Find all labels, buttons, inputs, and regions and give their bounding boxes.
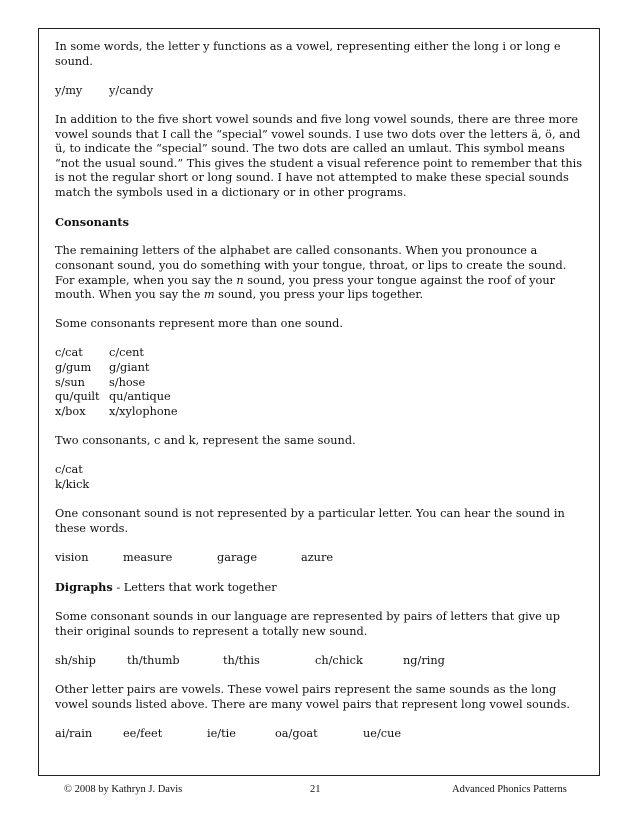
- example-word: measure: [123, 550, 173, 564]
- example-word: ch/chick: [315, 653, 363, 667]
- paragraph-y-vowel: In some words, the letter y functions as a vowel, representing either the long i or long e sound.: [55, 40, 561, 68]
- footer-book-title: Advanced Phonics Patterns: [452, 784, 567, 795]
- example-word: sh/ship: [55, 653, 96, 667]
- paragraph-consonants: The remaining letters of the alphabet are called consonants. When you pronounce a consonant sound, you do something with your tongue, throat, or lips to create the sound. For example, when you say the n sound, you press your tongue against the roof of your mouth. When you say the m sound, you press your lips together.: [55, 244, 567, 302]
- list-item: s/sun s/hose: [55, 375, 146, 389]
- example-word: ue/cue: [363, 726, 402, 740]
- list-item: g/gum g/giant: [55, 361, 150, 375]
- footer-copyright: © 2008 by Kathryn J. Davis: [64, 784, 183, 795]
- example-word: th/this: [223, 653, 260, 667]
- section-heading-digraphs: Digraphs - Letters that work together: [55, 579, 277, 594]
- digraph-examples-row: [55, 654, 587, 669]
- paragraph-vowel-pairs: Other letter pairs are vowels. These vowel pairs represent the same sounds as the long vowel sounds listed above. There are many vowel pairs that represent long vowel sounds.: [55, 683, 570, 711]
- list-item: x/box x/xylophone: [55, 404, 178, 418]
- paragraph-multi-sound: Some consonants represent more than one sound.: [55, 317, 343, 331]
- example-word: ie/tie: [207, 726, 236, 740]
- vowel-pairs-row: [55, 727, 587, 742]
- example-word: oa/goat: [275, 726, 318, 740]
- paragraph-special-vowels: In addition to the five short vowel sounds and five long vowel sounds, there are three more vowel sounds that I call the “special” vowel sounds. I use two dots over the letters ä, ö, and ü, to indicate the “special” sound. The two dots are called an umlaut. This symbol means “not the usual sound.” This gives the student a visual reference point to remember that this is not the regular short or long sound. I have not attempted to make these special sounds match the symbols used in a dictionary or in other programs.: [55, 112, 583, 199]
- paragraph-digraphs: Some consonant sounds in our language are represented by pairs of letters that give up their original sounds to represent a totally new sound.: [55, 610, 560, 638]
- multi-sound-list: [55, 346, 587, 419]
- list-item: k/kick: [55, 477, 90, 491]
- paragraph-same-sound: Two consonants, c and k, represent the same sound.: [55, 434, 356, 448]
- page-border: [38, 28, 600, 776]
- same-sound-list: [55, 463, 587, 492]
- example-word: ng/ring: [403, 653, 445, 667]
- page-content: [55, 40, 587, 756]
- footer-page-number: 21: [310, 784, 321, 795]
- example-word: vision: [55, 550, 89, 564]
- paragraph-unrepresented-sound: One consonant sound is not represented by a particular letter. You can hear the sound in these words.: [55, 507, 565, 535]
- zh-words-row: [55, 551, 587, 566]
- example-word: ai/rain: [55, 726, 93, 740]
- list-item: c/cat: [55, 463, 83, 477]
- list-item: qu/quilt qu/antique: [55, 390, 171, 404]
- example-word: y/my: [55, 83, 83, 97]
- example-word: th/thumb: [127, 653, 180, 667]
- list-item: c/cat c/cent: [55, 346, 144, 360]
- example-word: ee/feet: [123, 726, 163, 740]
- example-word: garage: [217, 550, 258, 564]
- y-examples-row: [55, 84, 587, 99]
- section-heading-consonants: Consonants: [55, 215, 129, 230]
- example-word: azure: [301, 550, 334, 564]
- example-word: y/candy: [109, 83, 154, 97]
